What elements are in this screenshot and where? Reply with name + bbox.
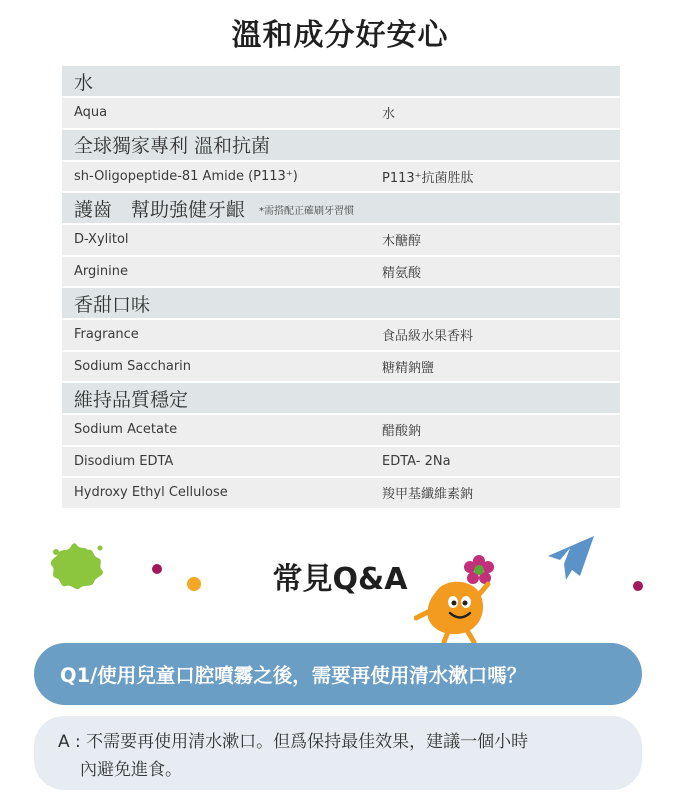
ingredient-row [62,352,620,384]
ingredient-english-name: D-Xylitol [74,232,129,248]
answer-bubble [34,716,642,790]
ingredient-chinese-name: 水 [382,107,396,123]
ingredient-row [62,447,620,479]
ingredient-row [62,225,620,257]
ingredient-chinese-name: EDTA- 2Na [382,453,451,469]
ingredient-group-note: *需搭配正確刷牙習慣 [259,206,355,217]
airplane-icon [540,534,596,584]
ingredient-group-header [62,193,620,225]
ingredient-english-name: Disodium EDTA [74,453,174,469]
question-bubble [34,643,642,705]
ingredient-group-title: 香甜口味 [74,293,151,316]
ingredient-group-title: 全球獨家專利 溫和抗菌 [74,135,271,157]
ingredient-chinese-name: 羧甲基纖維素鈉 [382,487,474,503]
question-text: Q1/使用兒童口腔噴霧之後，需要再使用清水漱口嗎？ [60,664,527,687]
ingredient-chinese-name: 木醣醇 [382,234,422,250]
ingredient-row [62,320,620,352]
ingredient-group-header [62,66,620,98]
ingredient-row [62,478,620,510]
ingredient-group-header [62,288,620,320]
purple-dot-icon [632,580,644,592]
answer-prefix: A : [58,732,87,752]
ingredient-chinese-name: 精氨酸 [382,265,422,281]
ingredient-chinese-name: 食品級水果香料 [382,329,474,345]
ingredient-english-name: Fragrance [74,327,139,343]
ingredient-group-title: 維持品質穩定 [74,388,189,411]
page-title: 溫和成分好安心 [231,18,449,53]
ingredient-group-title: 水 [74,71,94,94]
ingredient-row [62,162,620,194]
ingredient-chinese-name: 糖精鈉鹽 [382,360,435,376]
ingredient-english-name: Arginine [74,263,128,279]
ingredient-group-header [62,383,620,415]
ingredient-row [62,98,620,130]
ingredient-chinese-name: P113⁺抗菌胜肽 [382,170,474,186]
ingredient-chinese-name: 醋酸鈉 [382,424,422,440]
ingredient-english-name: Sodium Acetate [74,422,178,438]
ingredient-row [62,257,620,289]
mascot-character-icon [414,572,504,644]
ingredient-group-header [62,130,620,162]
ingredient-english-name: Hydroxy Ethyl Cellulose [74,485,228,501]
ingredient-english-name: Sodium Saccharin [74,358,192,374]
ingredient-english-name: sh-Oligopeptide-81 Amide (P113⁺) [74,168,298,184]
answer-text-line1: 不需要再使用清水漱口。但爲保持最佳效果，建議一個小時 [86,732,529,752]
ingredient-row [62,415,620,447]
ingredient-english-name: Aqua [74,105,108,121]
ingredients-table [62,66,620,510]
answer-text-line2: 內避免進食。 [80,760,182,780]
qa-title: 常見Q&A [272,562,408,597]
ingredient-group-title: 護齒 幫助強健牙齦 [74,198,246,221]
